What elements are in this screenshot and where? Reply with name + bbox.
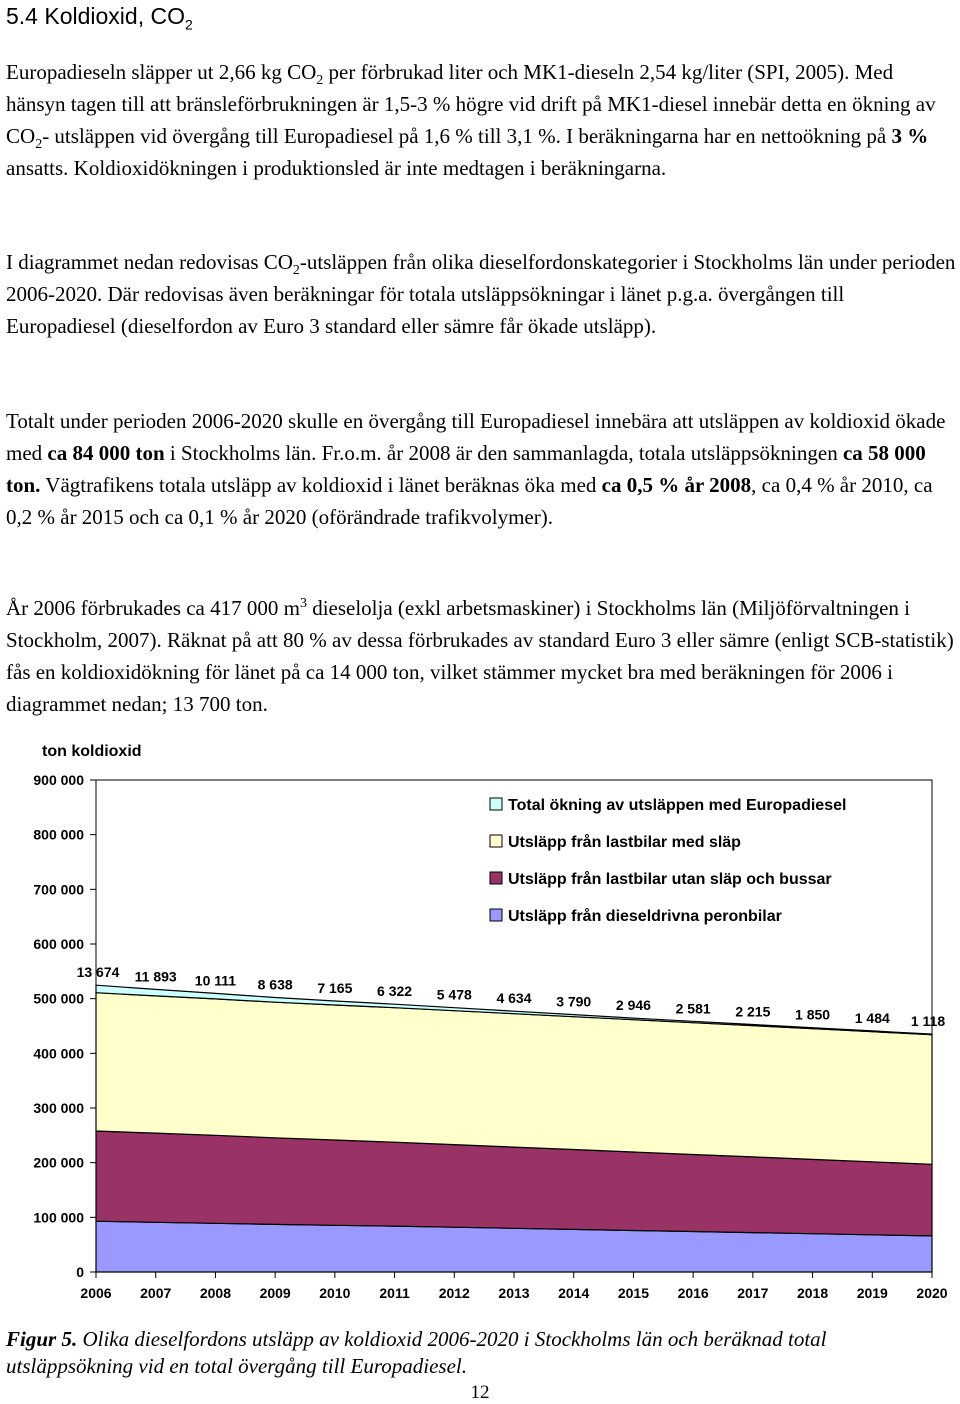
p4-text-b: dieselolja (exkl arbetsmaskiner) i Stockholms län (Miljöförvaltningen i Stockholm, 2007). Räknat på att 80 % av dessa förbrukades av standard Euro 3 eller sämre (enligt SCB-statistik) fås en koldioxidökning för länet på ca 14 000 ton, vilket stämmer mycket bra med beräkningen för 2006 i diagrammet nedan; 13 700 ton. <box>6 596 954 716</box>
x-tick-label: 2010 <box>319 1285 351 1301</box>
data-label: 7 165 <box>317 980 353 997</box>
legend-swatch-2 <box>490 835 502 847</box>
legend-label-3: Total ökning av utsläppen med Europadiesel <box>508 797 847 814</box>
data-label: 13 674 <box>76 964 120 981</box>
y-tick-label: 300 000 <box>33 1100 84 1116</box>
x-tick-labels <box>80 1285 947 1301</box>
figure-caption <box>6 1326 946 1380</box>
x-tick-label: 2006 <box>80 1285 112 1301</box>
caption-text: Olika dieselfordons utsläpp av koldioxid 2006-2020 i Stockholms län och beräknad total utsläppsökning vid en total övergång till Europadiesel. <box>6 1327 827 1378</box>
y-tick-label: 600 000 <box>33 936 84 952</box>
heading-subscript: 2 <box>184 16 193 33</box>
legend-label-0: Utsläpp från dieseldrivna peronbilar <box>508 908 782 925</box>
data-label: 3 790 <box>556 993 592 1010</box>
p3-bold-2: ca 58 000 ton. <box>6 441 926 497</box>
paragraph-3 <box>6 405 956 533</box>
chart-legend <box>490 797 846 925</box>
p1-text-c: - utsläppen vid övergång till Europadiesel på 1,6 % till 3,1 %. I beräkningarna har en nettoökning på <box>42 124 892 148</box>
legend-swatch-1 <box>490 872 502 884</box>
data-label: 8 638 <box>257 976 293 993</box>
y-tick-label: 100 000 <box>33 1209 84 1226</box>
y-axis-title: ton koldioxid <box>42 743 142 760</box>
y-tick-label: 500 000 <box>33 990 84 1007</box>
y-tick-label: 900 000 <box>33 772 84 788</box>
p1-subscript-2: 2 <box>35 137 43 153</box>
paragraph-2 <box>6 246 956 342</box>
p1-text-d: ansatts. Koldioxidökningen i produktionsled är inte medtagen i beräkningarna. <box>6 156 667 180</box>
data-label: 4 634 <box>496 990 532 1007</box>
p1-subscript-1: 2 <box>316 73 324 89</box>
p2-text-b: -utsläppen från olika dieselfordonskategorier i Stockholms län under perioden 2006-2020. Där redovisas även beräkningar för totala utsläppsökningar i länet p.g.a. övergången till Europadiesel (dieselfordon av Euro 3 standard eller sämre får ökade utsläpp). <box>6 250 956 338</box>
p4-text-a: År 2006 förbrukades ca 417 000 m <box>6 596 300 620</box>
heading-text: 5.4 Koldioxid, CO <box>6 3 185 29</box>
data-label: 2 215 <box>735 1003 771 1020</box>
y-tick-label: 700 000 <box>33 881 84 898</box>
p3-text-a: Totalt under perioden 2006-2020 skulle en övergång till Europadiesel innebära att utsläppen av koldioxid ökade med <box>6 409 946 465</box>
data-label: 1 850 <box>795 1006 831 1023</box>
p3-text-d: , ca 0,4 % år 2010, ca 0,2 % år 2015 och ca 0,1 % år 2020 (oförändrade trafikvolymer). <box>6 473 933 529</box>
emissions-area-chart <box>0 730 960 1320</box>
p1-bold: 3 % <box>891 124 929 148</box>
page-number: 12 <box>470 1382 490 1403</box>
y-tick-label: 0 <box>76 1264 84 1280</box>
x-tick-label: 2018 <box>796 1285 829 1301</box>
p3-bold-3: ca 0,5 % år 2008 <box>601 473 752 497</box>
x-tick-label: 2011 <box>379 1285 410 1301</box>
p4-superscript: 3 <box>299 596 307 611</box>
caption-label: Figur 5. <box>6 1327 78 1351</box>
data-label: 5 478 <box>436 986 472 1003</box>
x-tick-label: 2020 <box>916 1285 948 1301</box>
data-label: 2 581 <box>675 1000 711 1017</box>
x-tick-label: 2017 <box>737 1285 769 1301</box>
p3-text-c: Vägtrafikens totala utsläpp av koldioxid i länet beräknas öka med <box>40 473 602 497</box>
section-heading <box>6 0 193 32</box>
x-tick-label: 2008 <box>199 1285 232 1301</box>
y-tick-label: 800 000 <box>33 826 84 843</box>
legend-label-1: Utsläpp från lastbilar utan släp och bussar <box>508 871 832 888</box>
data-label: 1 484 <box>854 1009 890 1026</box>
legend-swatch-3 <box>490 798 502 810</box>
x-tick-label: 2013 <box>498 1285 530 1301</box>
p2-subscript: 2 <box>292 263 300 279</box>
y-tick-labels <box>33 772 84 1280</box>
p3-text-b: i Stockholms län. Fr.o.m. år 2008 är den sammanlagda, totala utsläppsökningen <box>164 441 843 465</box>
x-tick-label: 2019 <box>856 1285 888 1301</box>
x-tick-label: 2012 <box>438 1285 470 1301</box>
x-tick-label: 2007 <box>140 1285 172 1301</box>
y-tick-label: 400 000 <box>33 1045 84 1062</box>
p2-text-a: I diagrammet nedan redovisas CO <box>6 250 293 274</box>
paragraph-1 <box>6 56 956 184</box>
y-tick-label: 200 000 <box>33 1154 84 1171</box>
p1-text-a: Europadieseln släpper ut 2,66 kg CO <box>6 60 317 84</box>
data-label: 11 893 <box>134 968 177 985</box>
p1-text-b: per förbrukad liter och MK1-dieseln 2,54 kg/liter (SPI, 2005). Med hänsyn tagen till att bränsleförbrukningen är 1,5-3 % högre vid drift på MK1-diesel innebär detta en ökning av CO <box>6 60 936 148</box>
legend-swatch-0 <box>490 909 502 921</box>
chart-areas <box>96 985 932 1272</box>
legend-label-2: Utsläpp från lastbilar med släp <box>508 834 741 851</box>
data-label: 1 118 <box>910 1013 946 1030</box>
paragraph-4 <box>6 592 956 720</box>
x-tick-label: 2016 <box>677 1285 709 1301</box>
x-tick-label: 2009 <box>259 1285 291 1301</box>
data-label: 2 946 <box>615 997 651 1014</box>
data-label: 6 322 <box>377 983 413 1000</box>
data-label: 10 111 <box>194 972 237 989</box>
p3-bold-1: ca 84 000 ton <box>47 441 165 465</box>
x-tick-label: 2014 <box>558 1285 590 1301</box>
x-tick-label: 2015 <box>617 1285 650 1301</box>
